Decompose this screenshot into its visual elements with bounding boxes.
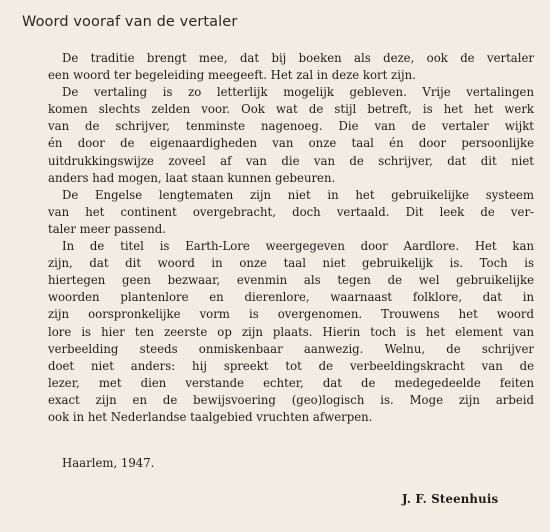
translator-signature: J. F. Steenhuis (402, 492, 499, 506)
text-line: taler meer passend. (48, 221, 166, 236)
text-line: van de schrijver, tenminste nagenoeg. Die van de vertaler wijkt (48, 119, 534, 134)
text-line: een woord ter begeleiding meegeeft. Het zal in deze kort zijn. (48, 68, 416, 83)
text-line: woorden plantenlore en dierenlore, waarnaast folklore, dat in (48, 290, 534, 305)
paragraph-1 (48, 50, 534, 84)
text-line: komen slechts zelden voor. Ook wat de stijl betreft, is het het werk (48, 102, 534, 117)
text-line: lore is hier ten zeerste op zijn plaats. Hierin toch is het element van (48, 324, 534, 339)
text-line: De vertaling is zo letterlijk mogelijk gebleven. Vrije vertalingen (62, 85, 534, 100)
foreword-body (48, 50, 534, 426)
text-line: exact zijn en de bewijsvoering (geo)logisch is. Moge zijn arbeid (48, 392, 534, 407)
text-line: van het continent overgebracht, doch vertaald. Dit leek de ver- (48, 204, 534, 219)
text-line: uitdrukkingswijze zoveel af van die van de schrijver, dat dit niet (48, 153, 534, 168)
page-heading: Woord vooraf van de vertaler (22, 14, 238, 30)
text-line: De traditie brengt mee, dat bij boeken als deze, ook de vertaler (62, 51, 534, 65)
text-line: lezer, met dien verstande echter, dat de medegedeelde feiten (48, 375, 534, 390)
text-line: zijn, dat dit woord in onze taal niet gebruikelijk is. Toch is (48, 256, 534, 271)
paragraph-4 (48, 238, 534, 426)
text-line: ook in het Nederlandse taalgebied vruchten afwerpen. (48, 409, 373, 424)
text-line: doet niet anders: hij spreekt tot de verbeeldingskracht van de (48, 358, 534, 373)
text-line: In de titel is Earth-Lore weergegeven door Aardlore. Het kan (62, 239, 534, 254)
text-line: hiertegen geen bezwaar, evenmin als tegen de wel gebruikelijke (48, 273, 534, 288)
text-line: De Engelse lengtematen zijn niet in het gebruikelijke systeem (62, 187, 534, 202)
place-and-date: Haarlem, 1947. (62, 456, 155, 470)
text-line: én door de eigenaardigheden van onze taal én door persoonlijke (48, 136, 534, 151)
text-line: zijn oorspronkelijke vorm is overgenomen. Trouwens het woord (48, 307, 534, 322)
text-line: verbeelding steeds onmiskenbaar aanwezig. Welnu, de schrijver (48, 341, 534, 356)
paragraph-3 (48, 187, 534, 238)
text-line: anders had mogen, laat staan kunnen gebeuren. (48, 170, 336, 185)
paragraph-2 (48, 84, 534, 187)
